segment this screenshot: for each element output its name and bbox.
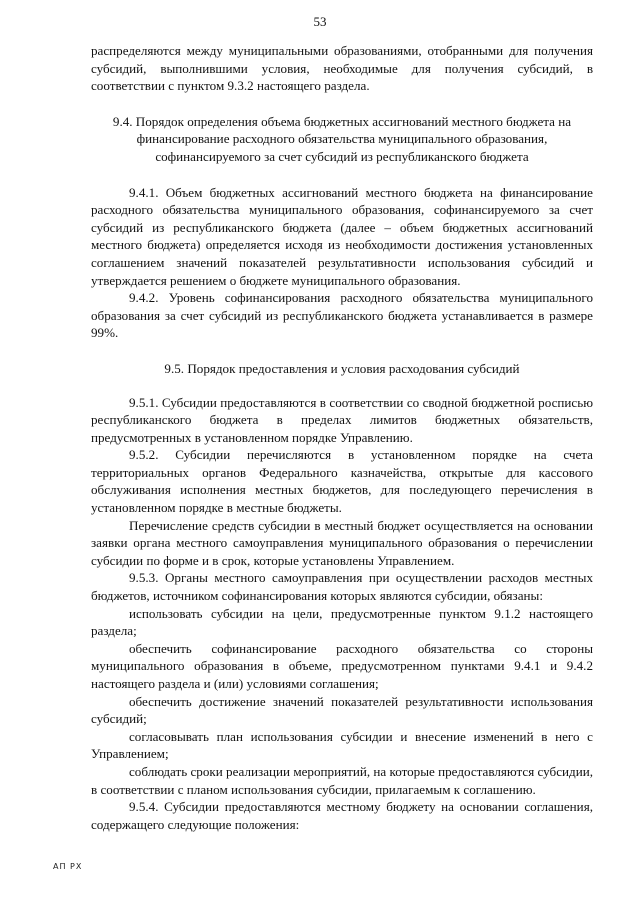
paragraph-9-5-4: 9.5.4. Субсидии предоставляются местному бюджету на основании соглашения, содержащего следующие положения:: [91, 799, 593, 832]
list-item-performance-indicators: обеспечить достижение значений показателей результативности использования субсидий;: [91, 693, 593, 727]
paragraph-9-4-1: 9.4.1. Объем бюджетных ассигнований местного бюджета на финансирование расходного обязательства муниципального образования, софинансируемого за счет субсидий из республиканского бюджета (далее – объем бюджетных ассигнований местного бюджета) определяется исходя из необходимости достижения установленных соглашением значений показателей результативности использования субсидий и утверждается решением о бюджете муниципального образования.: [91, 184, 593, 288]
paragraph-9-5-2-transfer: Перечисление средств субсидии в местный бюджет осуществляется на основании заявки органа местного самоуправления муниципального образования о перечислении субсидии по форме и в срок, которые установлены Управлением.: [91, 517, 593, 568]
paragraph-9-5-1: 9.5.1. Субсидии предоставляются в соответствии со сводной бюджетной росписью республиканского бюджета в пределах лимитов бюджетных обязательств, предусмотренных в установленном порядке Управлению.: [91, 394, 593, 445]
list-item-use-subsidies: использовать субсидии на цели, предусмотренные пунктом 9.1.2 настоящего раздела;: [91, 605, 593, 639]
document-body: [91, 42, 593, 833]
list-item-cofinancing: обеспечить софинансирование расходного обязательства со стороны муниципального образования в объеме, предусмотренном пунктами 9.4.1 и 9.4.2 настоящего раздела и (или) условиями соглашения;: [91, 640, 593, 691]
paragraph-9-5-3: 9.5.3. Органы местного самоуправления при осуществлении расходов местных бюджетов, источником софинансирования которых являются субсидии, обязаны:: [91, 570, 593, 604]
footer-mark: АП РХ: [53, 862, 83, 871]
page-number: 53: [313, 14, 327, 29]
paragraph-continuation: распределяются между муниципальными образованиями, отобранными для получения субсидий, выполнившими условия, необходимые для получения субсидий, в соответствии с пунктом 9.3.2 настоящего раздела.: [91, 43, 593, 94]
paragraph-9-4-2: 9.4.2. Уровень софинансирования расходного обязательства муниципального образования за счет субсидий из республиканского бюджета устанавливается в размере 99%.: [91, 290, 593, 341]
section-heading-9-4: 9.4. Порядок определения объема бюджетных ассигнований местного бюджета на финансирование расходного обязательства муниципального образования, софинансируемого за счет субсидий из республиканского бюджета: [112, 113, 572, 164]
paragraph-9-5-2: 9.5.2. Субсидии перечисляются в установленном порядке на счета территориальных органов Федерального казначейства, открытые для кассового обслуживания исполнения местных бюджетов, для последующего перечисления в установленном порядке в местные бюджеты.: [91, 447, 593, 516]
list-item-usage-plan: согласовывать план использования субсидии и внесение изменений в него с Управлением;: [91, 728, 593, 762]
list-item-deadlines: соблюдать сроки реализации мероприятий, на которые предоставляются субсидии, в соответствии с планом использования субсидии, прилагаемым к соглашению.: [91, 763, 593, 797]
section-heading-9-5: 9.5. Порядок предоставления и условия расходования субсидий: [164, 360, 520, 376]
